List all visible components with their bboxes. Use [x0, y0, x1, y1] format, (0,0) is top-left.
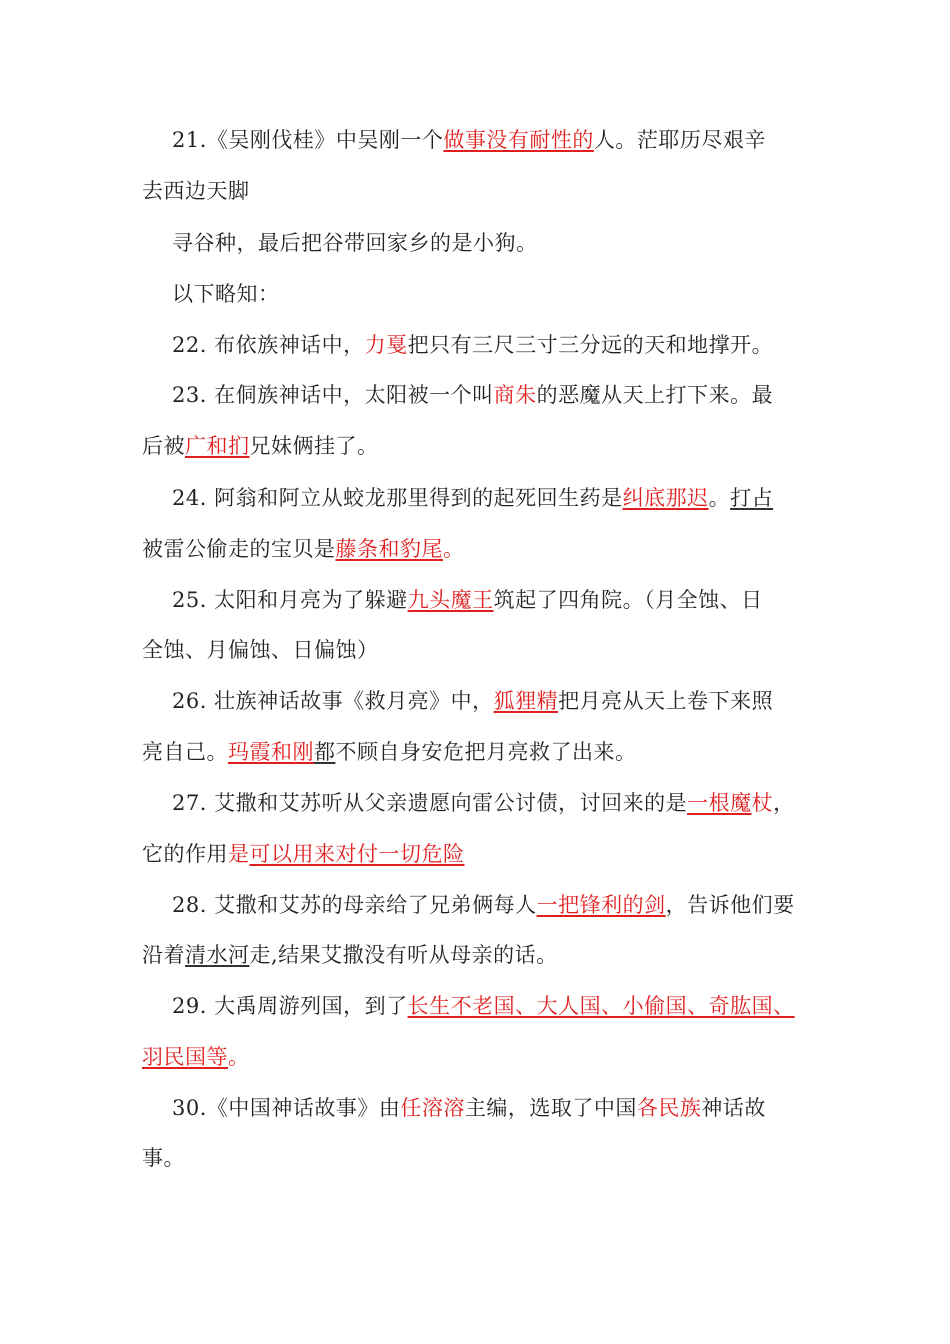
- text: 21.《吴刚伐桂》中吴刚一个: [172, 128, 444, 152]
- text: 27. 艾撒和艾苏听从父亲遗愿向雷公讨债，讨回来的是: [172, 791, 688, 815]
- answer-text: 是: [228, 842, 250, 866]
- q23-line-1: [172, 381, 773, 409]
- answer-text: 狐狸精: [493, 689, 559, 713]
- text: 26. 壮族神话故事《救月亮》中，: [172, 689, 494, 713]
- answer-text: 可以用来对付一切危险: [249, 842, 465, 866]
- text: 22. 布依族神话中，: [172, 333, 365, 357]
- text: 30.《中国神话故事》由: [172, 1096, 401, 1120]
- answer-text: 做事没有耐性: [443, 128, 573, 152]
- answer-text: 长生不老国、大人国、小偷国、奇肱国、: [407, 994, 795, 1018]
- answer-text: 玛霞和刚: [228, 740, 314, 764]
- text: ，: [773, 791, 795, 815]
- q28-line-1: [172, 891, 795, 919]
- q23-line-2: [142, 432, 379, 460]
- q26-line-2: [142, 738, 637, 766]
- answer-text: 藤条和豹尾: [335, 537, 443, 561]
- q30-line-2: [142, 1144, 185, 1172]
- text: 把月亮从天上卷下来照: [558, 689, 774, 713]
- answer-text: 一根魔: [687, 791, 752, 815]
- text: 兄妹俩挂了。: [249, 434, 379, 458]
- answer-text: 广和扪: [185, 434, 250, 458]
- answer-text: 。: [228, 1045, 250, 1069]
- answer-text: 杖: [751, 791, 774, 815]
- text: 28. 艾撒和艾苏的母亲给了兄弟俩每人: [172, 893, 537, 917]
- q21-line-2: [142, 177, 250, 205]
- text: 走,结果艾撒没有听从母亲的话。: [249, 943, 558, 967]
- text: 后被: [142, 434, 185, 458]
- q27-line-2: [142, 840, 465, 868]
- text: ，告诉他们要: [665, 893, 795, 917]
- answer-text: 。: [443, 537, 465, 561]
- text: 事。: [142, 1146, 185, 1170]
- text: 主编，选取了中国: [464, 1096, 637, 1120]
- q25-line-2: [142, 636, 379, 664]
- text: 。: [708, 486, 731, 510]
- text: 全蚀、月偏蚀、日偏蚀）: [142, 638, 379, 662]
- text: 筑起了四角院。（月全蚀、日: [493, 588, 763, 612]
- answer-text: 一把锋利的剑: [536, 893, 666, 917]
- q24-line-2: [142, 535, 465, 563]
- q25-line-1: [172, 586, 763, 614]
- answer-text: 九头魔王: [407, 588, 494, 612]
- q28-line-2: [142, 941, 558, 969]
- text: 沿着: [142, 943, 185, 967]
- answer-text: 力戛: [364, 333, 408, 357]
- answer-text: 羽民国等: [142, 1045, 228, 1069]
- text: 被雷公偷走的宝贝是: [142, 537, 336, 561]
- text: 不顾自身安危把月亮救了出来。: [335, 740, 637, 764]
- text: 把只有三尺三寸三分远的天和地撑开。: [407, 333, 774, 357]
- skip-note: 以下略知：: [172, 282, 280, 306]
- text: 亮自己。: [142, 740, 228, 764]
- q29-line-1: [172, 992, 795, 1020]
- text: 24. 阿翁和阿立从蛟龙那里得到的起死回生药是: [172, 486, 623, 510]
- text: 它的作用: [142, 842, 228, 866]
- q21-line-1: [172, 126, 766, 154]
- text: 寻谷种，最后把谷带回家乡的是小狗。: [172, 231, 538, 255]
- text: 29. 大禹周游列国，到了: [172, 994, 408, 1018]
- answer-text: 纠底那迟: [622, 486, 709, 510]
- answer-text: 各民族: [636, 1096, 702, 1120]
- q30-line-1: [172, 1094, 766, 1122]
- answer-text: 任溶溶: [400, 1096, 465, 1120]
- q26-line-1: [172, 687, 773, 715]
- underlined-text: 清水河: [185, 943, 250, 967]
- q29-line-2: [142, 1043, 250, 1071]
- text: 去西边天脚: [142, 179, 250, 203]
- text: 的恶魔从天上打下来。最: [536, 383, 774, 407]
- underlined-text: 都: [314, 740, 336, 764]
- text: 25. 太阳和月亮为了躲避: [172, 588, 408, 612]
- text: 23. 在侗族神话中，太阳被一个叫: [172, 383, 494, 407]
- q22-line-1: [172, 331, 773, 359]
- q24-line-1: [172, 484, 773, 512]
- underlined-text: 打占: [730, 486, 774, 510]
- q27-line-1: [172, 789, 795, 817]
- q21-line-3: [172, 229, 538, 257]
- answer-text: 的: [572, 128, 594, 152]
- text: 人。茫耶历尽艰辛: [593, 128, 766, 152]
- answer-text: 商朱: [493, 383, 537, 407]
- text: 神话故: [701, 1096, 766, 1120]
